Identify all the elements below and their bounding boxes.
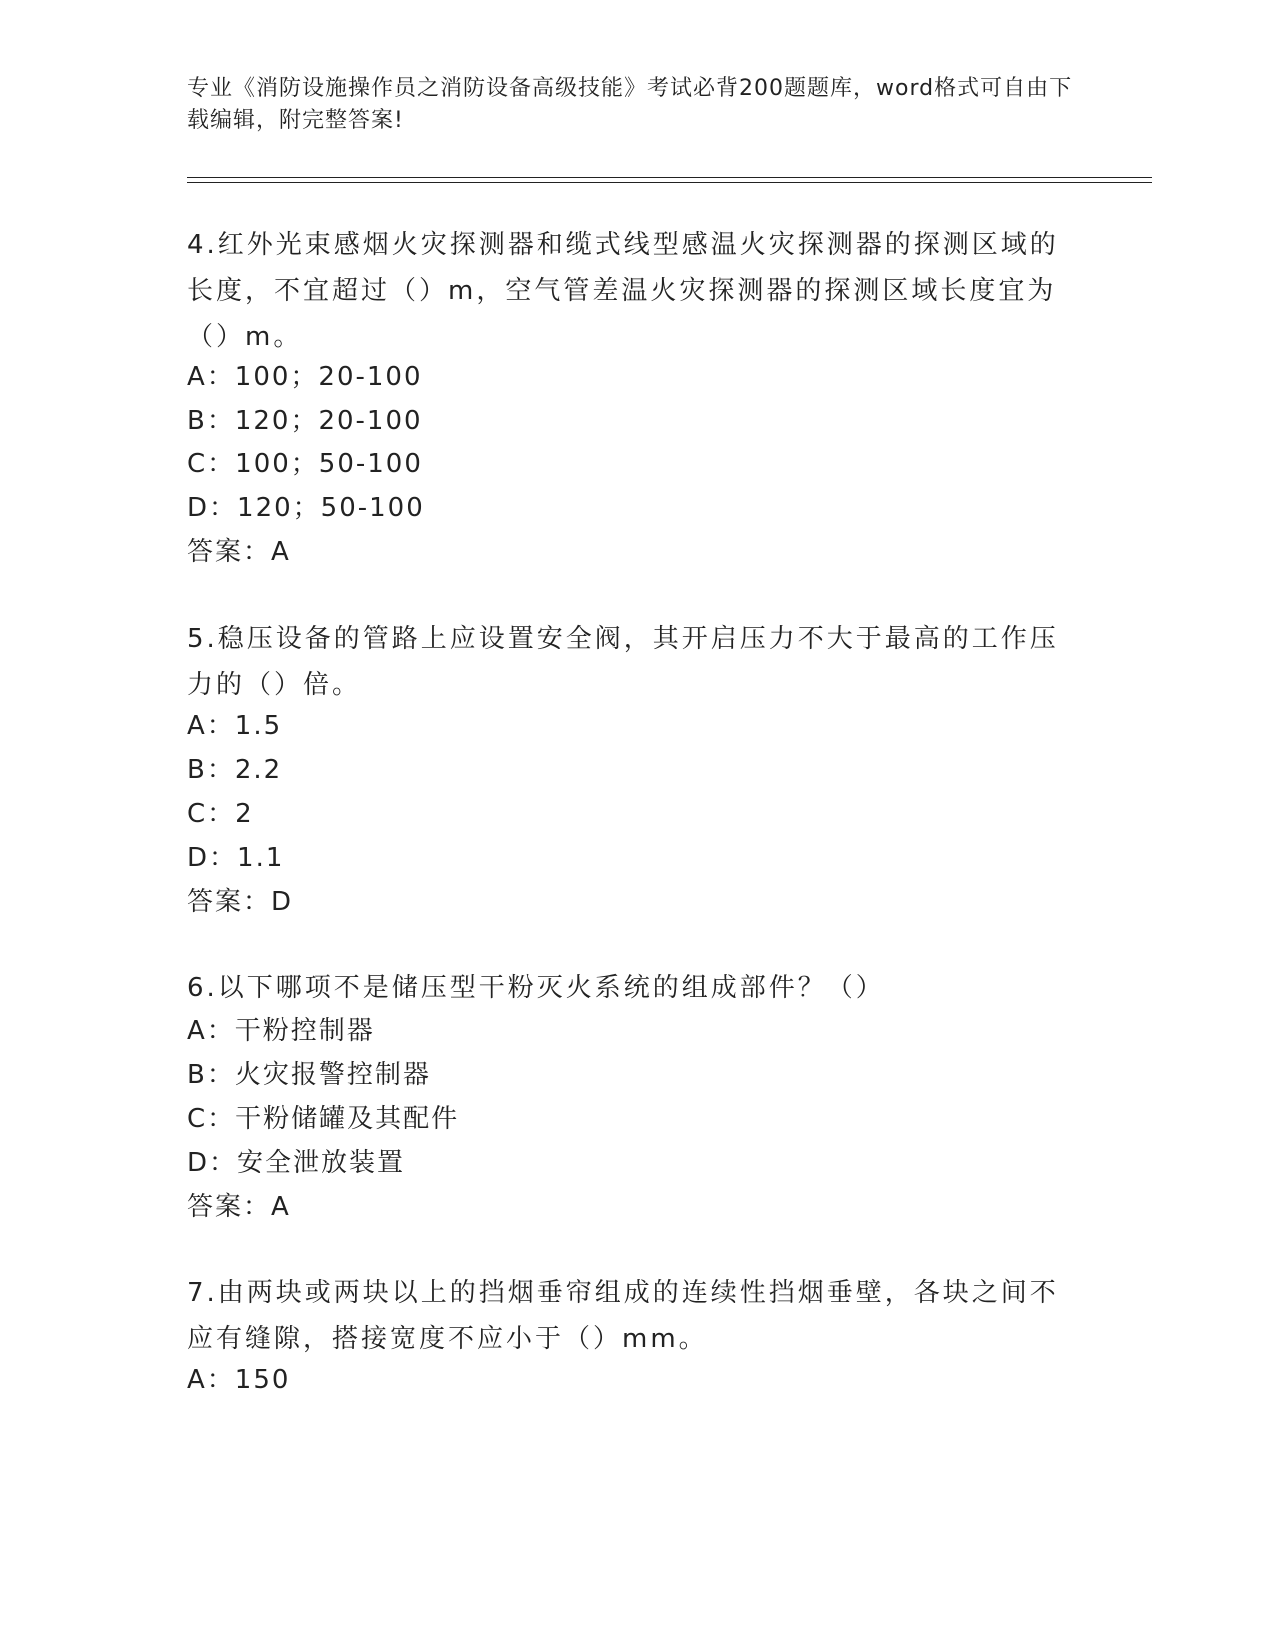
question-6-option-b: B：火灾报警控制器 (187, 1060, 431, 1090)
header-divider-line (187, 182, 1152, 183)
question-4-option-c: C：100；50-100 (187, 449, 423, 479)
question-5-option-c: C：2 (187, 799, 254, 829)
question-7-stem: 7.由两块或两块以上的挡烟垂帘组成的连续性挡烟垂壁，各块之间不应有缝隙，搭接宽度不应小于（）mm。 (187, 1278, 1059, 1354)
question-4-option-b: B：120；20-100 (187, 406, 423, 436)
question-5-option-a: A：1.5 (187, 711, 283, 741)
question-6-option-a: A：干粉控制器 (187, 1016, 375, 1046)
question-4-option-d: D：120；50-100 (187, 493, 425, 523)
question-4-answer: 答案：A (187, 537, 291, 567)
header-divider-line (187, 177, 1152, 178)
question-5-option-b: B：2.2 (187, 755, 283, 785)
question-5-option-d: D：1.1 (187, 843, 285, 873)
question-5-answer: 答案：D (187, 887, 294, 917)
question-5-stem: 5.稳压设备的管路上应设置安全阀，其开启压力不大于最高的工作压力的（）倍。 (187, 624, 1059, 700)
question-4-option-a: A：100；20-100 (187, 362, 423, 392)
question-7-option-a: A：150 (187, 1365, 291, 1395)
question-6-stem: 6.以下哪项不是储压型干粉灭火系统的组成部件？（） (187, 973, 885, 1003)
question-6-answer: 答案：A (187, 1192, 291, 1222)
document-header: 专业《消防设施操作员之消防设备高级技能》考试必背200题题库，word格式可自由下载编辑，附完整答案! (187, 76, 1073, 133)
question-6-option-c: C：干粉储罐及其配件 (187, 1104, 460, 1134)
question-4-stem: 4.红外光束感烟火灾探测器和缆式线型感温火灾探测器的探测区域的长度，不宜超过（）m，空气管差温火灾探测器的探测区域长度宜为（）m。 (187, 230, 1059, 352)
question-6-option-d: D：安全泄放装置 (187, 1148, 406, 1178)
